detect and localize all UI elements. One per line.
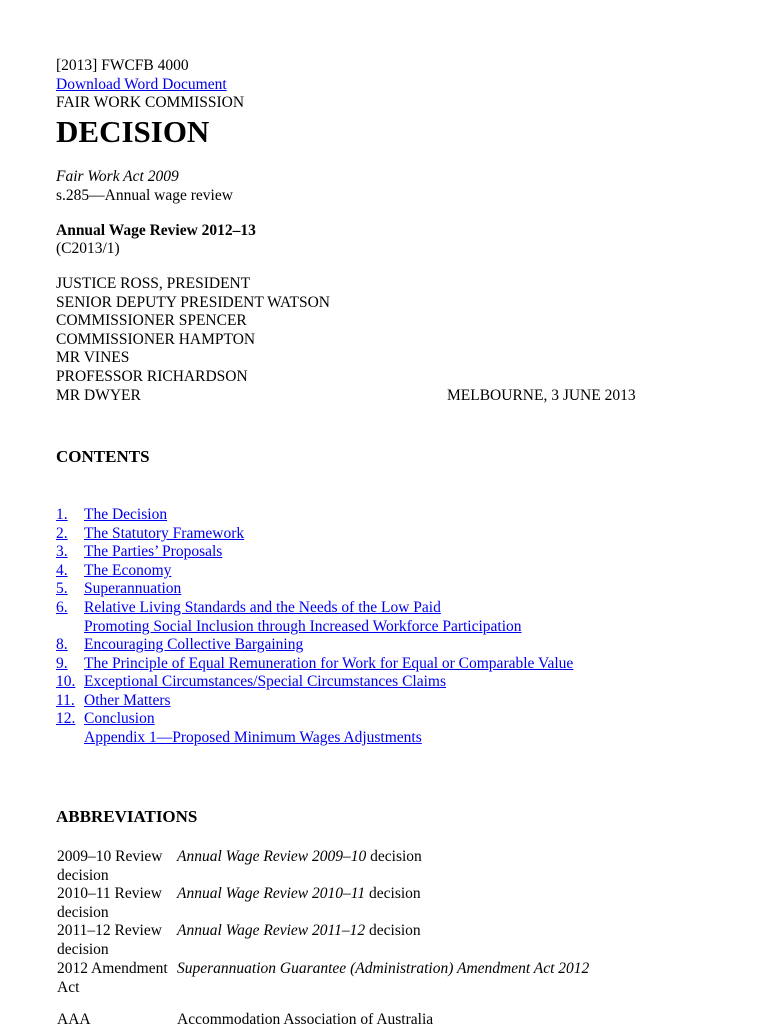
bench-member: MR VINES [56,349,130,366]
toc-number[interactable]: 9. [56,655,68,672]
toc-link[interactable]: Appendix 1—Proposed Minimum Wages Adjustments [84,729,422,746]
download-word-link[interactable]: Download Word Document [56,76,227,93]
abbreviation-row [0,885,700,922]
page-title: DECISION [56,114,210,149]
toc-link[interactable]: The Economy [84,562,172,579]
toc-number[interactable]: 11. [56,692,75,709]
abbreviation-row [0,848,700,885]
toc-link[interactable]: The Decision [84,506,168,523]
commission-name: FAIR WORK COMMISSION [56,94,245,111]
place-date: MELBOURNE, 3 JUNE 2013 [447,387,636,404]
abbreviation-term: 2009–10 Review [57,848,163,865]
toc-link[interactable]: Promoting Social Inclusion through Increased Workforce Participation [84,618,522,635]
toc-link[interactable]: The Parties’ Proposals [84,543,223,560]
toc-link[interactable]: Encouraging Collective Bargaining [84,636,304,653]
abbreviation-row [0,922,700,959]
bench-member: MR DWYER [56,387,141,404]
abbreviation-definition: Accommodation Association of Australia [177,1011,434,1024]
bench-member: SENIOR DEPUTY PRESIDENT WATSON [56,294,330,311]
abbreviation-definition: Annual Wage Review 2010–11 decision [177,885,421,902]
bench-member: PROFESSOR RICHARDSON [56,368,248,385]
abbreviation-definition: Annual Wage Review 2011–12 decision [177,922,421,939]
matter-number: (C2013/1) [56,240,120,257]
toc-link[interactable]: Relative Living Standards and the Needs of the Low Paid [84,599,441,616]
bench-member: JUSTICE ROSS, PRESIDENT [56,275,251,292]
abbreviation-term: 2011–12 Review [57,922,162,939]
bench-member: COMMISSIONER HAMPTON [56,331,256,348]
toc-number[interactable]: 5. [56,580,68,597]
toc-link[interactable]: Conclusion [84,710,155,727]
toc-number[interactable]: 2. [56,525,68,542]
toc-link[interactable]: The Statutory Framework [84,525,245,542]
act-section: s.285—Annual wage review [56,187,233,204]
abbreviation-row [0,960,700,997]
abbreviation-term-cont: decision [57,941,109,958]
toc-link[interactable]: Superannuation [84,580,182,597]
abbreviation-row [0,1011,700,1024]
abbreviation-definition: Superannuation Guarantee (Administration) Amendment Act 2012 [177,960,590,977]
abbreviation-term-cont: decision [57,867,109,884]
toc-number[interactable]: 8. [56,636,68,653]
toc-link[interactable]: Exceptional Circumstances/Special Circumstances Claims [84,673,447,690]
toc-number[interactable]: 10. [56,673,76,690]
abbreviations-heading: ABBREVIATIONS [56,807,198,826]
toc-link[interactable]: The Principle of Equal Remuneration for Work for Equal or Comparable Value [84,655,574,672]
toc-number[interactable]: 6. [56,599,68,616]
toc-number[interactable]: 12. [56,710,76,727]
abbreviation-definition: Annual Wage Review 2009–10 decision [177,848,422,865]
act-name: Fair Work Act 2009 [56,168,179,185]
abbreviation-term: 2012 Amendment [57,960,168,977]
matter-name: Annual Wage Review 2012–13 [56,222,256,239]
toc-link[interactable]: Other Matters [84,692,171,709]
toc-number[interactable]: 3. [56,543,68,560]
citation: [2013] FWCFB 4000 [56,57,189,74]
bench-member: COMMISSIONER SPENCER [56,312,247,329]
abbreviation-term: AAA [57,1011,91,1024]
toc-number[interactable]: 4. [56,562,68,579]
abbreviation-term-cont: decision [57,904,109,921]
abbreviation-term-cont: Act [57,979,80,996]
contents-heading: CONTENTS [56,447,150,466]
abbreviation-term: 2010–11 Review [57,885,162,902]
toc-number[interactable]: 1. [56,506,68,523]
